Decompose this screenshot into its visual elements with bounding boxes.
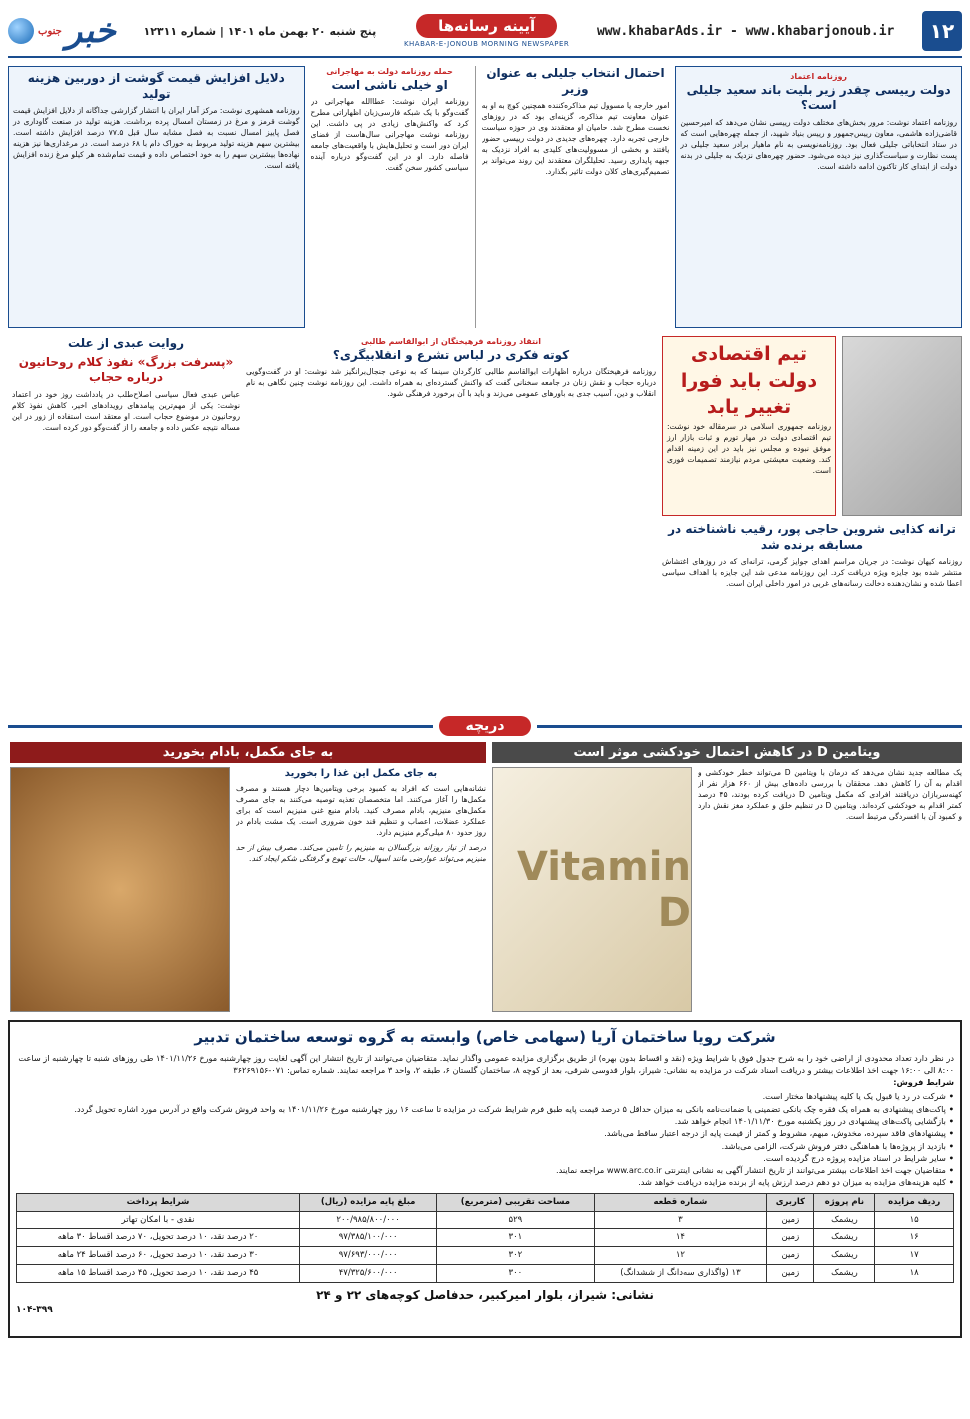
article-mohajerani [311,66,469,328]
dariche-title: دریچه [439,716,530,736]
article-jalili-government [675,66,962,328]
table-header-cell: شرایط پرداخت [17,1193,300,1211]
promo-title: تیم اقتصادی دولت باید فورا تغییر یابد [680,343,818,419]
dateline: پنج شنبه ۲۰ بهمن ماه ۱۴۰۱ | شماره ۱۲۳۱۱ [143,24,377,38]
article-title: ترانه کذایی شروین حاجی پور، رقیب ناشناخته در مسابقه برنده شد [668,522,956,552]
ad-intro: در نظر دارد تعداد محدودی از اراضی خود را به شرح جدول فوق با شرایط ویژه (نقد و اقساط بدون بهره) از طریق برگزاری مزایده عمومی واگذار نماید. متقاضیان می‌توانند از تاریخ انتشار این آگهی لغایت روز چهارشنبه مورخ ۱۴۰۱/۱۱/۲۶ طی روزهای شنبه تا چهارشنبه از ساعت ۸:۰۰ الی ۱۶:۰۰ جهت اخذ اطلاعات بیشتر و دریافت اسناد شرکت در مزایده به نشانی: شیراز، بلوار قدوسی شرقی، بعد از کوچه ۸، ساختمان گلستان ۶، طبقه ۲، واحد ۳ مراجعه نمایند. شماره تماس: ۰۷۱-۳۶۲۶۹۱۵۶ [18,1052,954,1075]
ad-address: نشانی: شیراز، بلوار امیرکبیر، حدفاصل کوچه‌های ۲۲ و ۲۴ [316,1287,654,1302]
table-header-cell: نام پروژه [814,1193,875,1211]
table-row [17,1229,954,1247]
article-body: روزنامه اعتماد نوشت: مرور بخش‌های مختلف دولت رییسی نشان می‌دهد که امیرحسین قاضی‌زاده هاشمی، معاون رییس‌جمهور و رییس بنیاد شهید، از جمله چهره‌هایی است که در ستاد انتخاباتی جلیلی فعال بود. روزنامه‌نویسی به نام ماهیار برادر سعید جلیلی در پست نظارت و سیاست‌گذاری نیز دیده می‌شود. حضور چهره‌های نزدیک به جلیلی در بدنه دولت از ابتدای کار تاکنون ادامه داشته است. [680,117,957,171]
article-title: روایت عبدی از علت [67,336,185,350]
article-body: روزنامه کیهان نوشت: در جریان مراسم اهدای جوایز گرمی، ترانه‌ای که در روزهای اغتشاش منتشر شده بود جایزه ویژه دریافت کرد. این روزنامه مدعی شد این جایزه با اهداف سیاسی اعطا شده و نشان‌دهنده دخالت رسانه‌های غربی در امور داخلی ایران است. [662,557,962,589]
table-cell: ۳۰۰ [437,1264,594,1282]
image-caption: درصد از نیاز روزانه بزرگسالان به منیزیم را تامین می‌کند. مصرف بیش از حد منیزیم می‌تواند عوارضی مانند اسهال، حالت تهوع و گرفتگی شکم ایجاد کند. [236,843,486,863]
table-cell: ۱۶ [875,1229,954,1247]
table-cell: ریشمک [814,1229,875,1247]
article-band-title: به جای مکمل، بادام بخورید [10,742,486,763]
table-cell: زمین [767,1229,814,1247]
table-cell: ریشمک [814,1211,875,1229]
table-cell: ۱۲ [594,1247,767,1265]
divider-line [8,725,433,728]
article-meat-prices [8,66,305,328]
almond-image [10,767,230,1012]
article-title: دولت رییسی چقدر زیر بلیت باند سعید جلیلی است؟ [686,82,951,113]
world-press-image [842,336,962,516]
article-kicker: انتقاد روزنامه فرهیختگان از ابوالقاسم طالبی [360,337,541,346]
conditions-title: شرایط فروش: [893,1077,954,1088]
article-body-col [698,767,962,1012]
article-body: امور خارجه یا مسوول تیم مذاکره‌کننده همچنین کوچ به او به عنوان معاونت تیم مذاکره، گزینه‌ای بود که در روزهای نخست مطرح شد. حامیان او معتقدند وی در حوزه سیاست خارجی تجربه دارد. چهره‌های جدیدی در دولت رییسی حضور یافتند و بخشی از مسوولیت‌های کلیدی به افراد نزدیک به جبهه پایداری رسید. تحلیلگران معتقدند این روند می‌تواند بر تصمیم‌گیری‌های کلان دولت تاثیر بگذارد. [481,101,670,177]
masthead [8,6,962,58]
ad-code: ۱۰۴-۳۹۹ [16,1304,53,1315]
article-body: روزنامه فرهیختگان درباره اظهارات ابوالقاسم طالبی کارگردان سینما که به نوعی جنجال‌برانگیز شد نوشت: او در گفت‌وگویی درباره حجاب و نقش زنان در جامعه سخنانی گفت که واکنش گسترده‌ای به همراه داشت. این روزنامه نوشت چنین نگاهی به نام انقلاب و دین، آسیب جدی به باورهای عمومی می‌زند و باید با آن برخورد فرهنگی شود. [246,367,656,399]
auction-advertisement [8,1020,962,1338]
section-subtitle-en: KHABAR-E-JONOUB MORNING NEWSPAPER [403,40,570,48]
top-articles-row [8,66,962,328]
section-badge [404,14,569,48]
table-row [17,1247,954,1265]
condition-item: • سایر شرایط در اسناد مزایده پروژه درج گردیده است. [16,1152,954,1164]
logo-sub: جنوب [38,25,62,37]
table-cell: ۱۴ [594,1229,767,1247]
table-cell: زمین [767,1247,814,1265]
table-row [17,1211,954,1229]
section-title: آیینه رسانه‌ها [416,14,557,38]
table-cell: ۴۷/۳۲۵/۶۰۰/۰۰۰ [300,1264,437,1282]
table-header-cell: مبلغ پایه مزایده (ریال) [300,1193,437,1211]
article-body: عباس عبدی فعال سیاسی اصلاح‌طلب در یادداشت روز خود در اعتماد نوشت: یکی از مهم‌ترین پیامدهای رویدادهای اخیر، کاهش نفوذ کلام روحانیون در موضوع حجاب است. او معتقد است استفاده از زور در این مساله نتیجه عکس داده و جامعه را از گفت‌وگو دور کرده است. [12,389,240,432]
table-header-row [17,1193,954,1211]
table-cell: زمین [767,1264,814,1282]
table-cell: ریشمک [814,1264,875,1282]
condition-item: • کلیه هزینه‌های مزایده به میزان دو دهم درصد ارزش پایه از برنده مزایده دریافت خواهد شد. [16,1176,954,1188]
article-title: دلایل افزایش قیمت گوشت از دوربین هزینه تولید [27,71,285,101]
table-cell: ۳۰۱ [437,1229,594,1247]
middle-articles-row [8,336,962,706]
almond-content [10,767,486,1012]
article-sherwin [662,522,962,706]
table-cell: ۵۲۹ [437,1211,594,1229]
article-jalili-minister [482,66,670,328]
table-row [17,1264,954,1282]
table-cell: زمین [767,1211,814,1229]
column-divider [475,66,476,328]
condition-item: • بازدید از پروژه‌ها با هماهنگی دفتر فروش شرکت، الزامی می‌باشد. [16,1140,954,1152]
table-cell: ۳۰ درصد نقد، ۱۰ درصد تحویل، ۶۰ درصد اقساط ۲۴ ماهه [17,1247,300,1265]
condition-item: • پاکت‌های پیشنهادی به همراه یک فقره چک بانکی تضمینی یا ضمانت‌نامه بانکی به میزان حداقل ۵ درصد قیمت پایه طبق فرم شرایط شرکت در مزایده تا ساعت ۱۶ روز چهارشنبه مورخ ۱۴۰۱/۱۱/۲۶ به واحد فروش شرکت واقع در آدرس مورد اشاره تحویل گردد. [16,1103,954,1115]
table-header-cell: مساحت تقریبی (مترمربع) [437,1193,594,1211]
article-body: نشانه‌هایی است که افراد به کمبود برخی ویتامین‌ها دچار هستند و مصرف مکمل‌ها را آغاز می‌کنند. اما متخصصان تغذیه توصیه می‌کنند به جای مصرف مکمل‌های منیزیم، بادام مصرف کنید. بادام منبع غنی منیزیم است که برای عملکرد عضلات، اعصاب و تنظیم قند خون ضروری است. یک مشت بادام در روز حدود ۸۰ میلی‌گرم منیزیم دارد. [236,784,486,837]
ad-title: شرکت رویا ساختمان آریا (سهامی خاص) وابسته به گروه توسعه ساختمان تدبیر [194,1028,776,1046]
article-body: روزنامه جمهوری اسلامی در سرمقاله خود نوشت: تیم اقتصادی دولت در مهار تورم و ثبات بازار ارز موفق نبوده و مجلس نیز باید در این زمینه اقدام کند. وضعیت معیشتی مردم نیازمند تصمیمات فوری است. [667,421,831,475]
promo-group [662,336,962,516]
table-cell: ۳ [594,1211,767,1229]
article-body: روزنامه ایران نوشت: عطاالله مهاجرانی در گفت‌وگو با یک شبکه فارسی‌زبان اظهاراتی مطرح کرد که واکنش‌های زیادی در پی داشت. این روزنامه نوشت مهاجرانی سال‌هاست از فضای ایران دور است و تحلیل‌هایش با واقعیت‌های جامعه فاصله دارد. او در این گفت‌وگو درباره آینده سیاسی کشور سخن گفت. [310,97,469,173]
dariche-row [8,742,962,1012]
page-number: ۱۲ [922,11,962,51]
table-cell: ۹۷/۳۸۵/۱۰۰/۰۰۰ [300,1229,437,1247]
article-subhead: به جای مکمل این غذا را بخورید [284,768,438,779]
article-abdi-hijab [12,336,240,706]
vitamin-content [492,767,962,1012]
vitamin-d-image [492,767,692,1012]
vitamin-d-article [492,742,962,1012]
article-headline: «پسرفت بزرگ» نفوذ کلام روحانیون درباره حجاب [18,354,234,385]
auction-table [16,1193,954,1283]
condition-item: • شرکت در رد یا قبول یک یا کلیه پیشنهادها مختار است. [16,1090,954,1102]
newspaper-logo [8,11,116,51]
dariche-header [8,714,962,738]
table-cell: ۳۰۲ [437,1247,594,1265]
table-cell: ۱۵ [875,1211,954,1229]
table-cell: ۴۵ درصد نقد، ۱۰ درصد تحویل، ۴۵ درصد اقساط ۱۵ ماهه [17,1264,300,1282]
divider-line [537,725,962,728]
condition-item: • متقاضیان جهت اخذ اطلاعات بیشتر می‌توانند از تاریخ انتشار آگهی به نشانی اینترنتی www.arc.co.ir مراجعه نمایند. [16,1164,954,1176]
article-body: یک مطالعه جدید نشان می‌دهد که درمان با ویتامین D می‌تواند خطر خودکشی و اقدام به آن را کاهش دهد. محققان با بررسی داده‌های بیش از ۶۶۰ هزار نفر از کهنه‌سربازان دریافتند افرادی که مکمل ویتامین D دریافت کرده بودند، ۴۵ درصد کمتر اقدام به خودکشی کرده‌اند. ویتامین D در تنظیم خلق و عملکرد مغز نقش دارد و کمبود آن با افسردگی مرتبط است. [698,768,962,821]
table-cell: نقدی - با امکان تهاتر [17,1211,300,1229]
table-cell: ۱۳ (واگذاری سه‌دانگ از ششدانگ) [594,1264,767,1282]
article-body: روزنامه همشهری نوشت: مرکز آمار ایران با انتشار گزارشی جداگانه از دلایل افزایش قیمت گوشت قرمز و مرغ در زمستان امسال پرده برداشت. هزینه تولید در صنعت گاوداری در فصل پاییز امسال نسبت به فصل مشابه سال قبل ۷۷.۵ درصد افزایش داشته است. بیشترین سهم هزینه تولید مربوط به خوراک دام با ۶۸ درصد است. در مرغداری‌ها نیز هزینه نهاده‌ها بیشترین سهم را به خود اختصاص داده و قیمت تمام‌شده هر کیلو مرغ زنده افزایش یافته است. [13,106,300,171]
left-column-group [662,336,962,706]
table-header-cell: شماره قطعه [594,1193,767,1211]
article-economic-team [662,336,836,516]
image-label: Vitamin D [517,843,691,936]
table-header-cell: کاربری [767,1193,814,1211]
table-header-cell: ردیف مزایده [875,1193,954,1211]
website-urls[interactable]: www.khabarAds.ir - www.khabarjonoub.ir [596,23,895,39]
table-cell: ۱۸ [875,1264,954,1282]
condition-item: • پیشنهادهای فاقد سپرده، مخدوش، مبهم، مشروط و کمتر از قیمت پایه از درجه اعتبار ساقط می‌باشد. [16,1127,954,1139]
table-cell: ۲۰ درصد نقد، ۱۰ درصد تحویل، ۷۰ درصد اقساط ۳۰ ماهه [17,1229,300,1247]
condition-item: • بازگشایی پاکت‌های پیشنهادی در روز یکشنبه مورخ ۱۴۰۱/۱۱/۳۰ انجام خواهد شد. [16,1115,954,1127]
table-cell: ریشمک [814,1247,875,1265]
article-kicker: حمله روزنامه دولت به مهاجرانی [326,67,453,76]
conditions-list [16,1090,954,1188]
logo-text: خبر [65,11,116,51]
globe-icon [8,18,34,44]
article-body-col [236,767,486,1012]
article-talebi [246,336,656,706]
article-kicker: روزنامه اعتماد [790,72,848,81]
almond-article [10,742,486,1012]
article-title: او خیلی ناشی است [331,77,448,92]
table-cell: ۲۰۰/۹۸۵/۸۰۰/۰۰۰ [300,1211,437,1229]
table-cell: ۱۷ [875,1247,954,1265]
article-band-title: ویتامین D در کاهش احتمال خودکشی موثر است [492,742,962,763]
article-title: احتمال انتخاب جلیلی به عنوان وزیر [486,66,665,96]
article-title: کوته فکری در لباس تشرع و انقلابیگری؟ [332,347,570,362]
table-cell: ۹۷/۶۹۳/۰۰۰/۰۰۰ [300,1247,437,1265]
